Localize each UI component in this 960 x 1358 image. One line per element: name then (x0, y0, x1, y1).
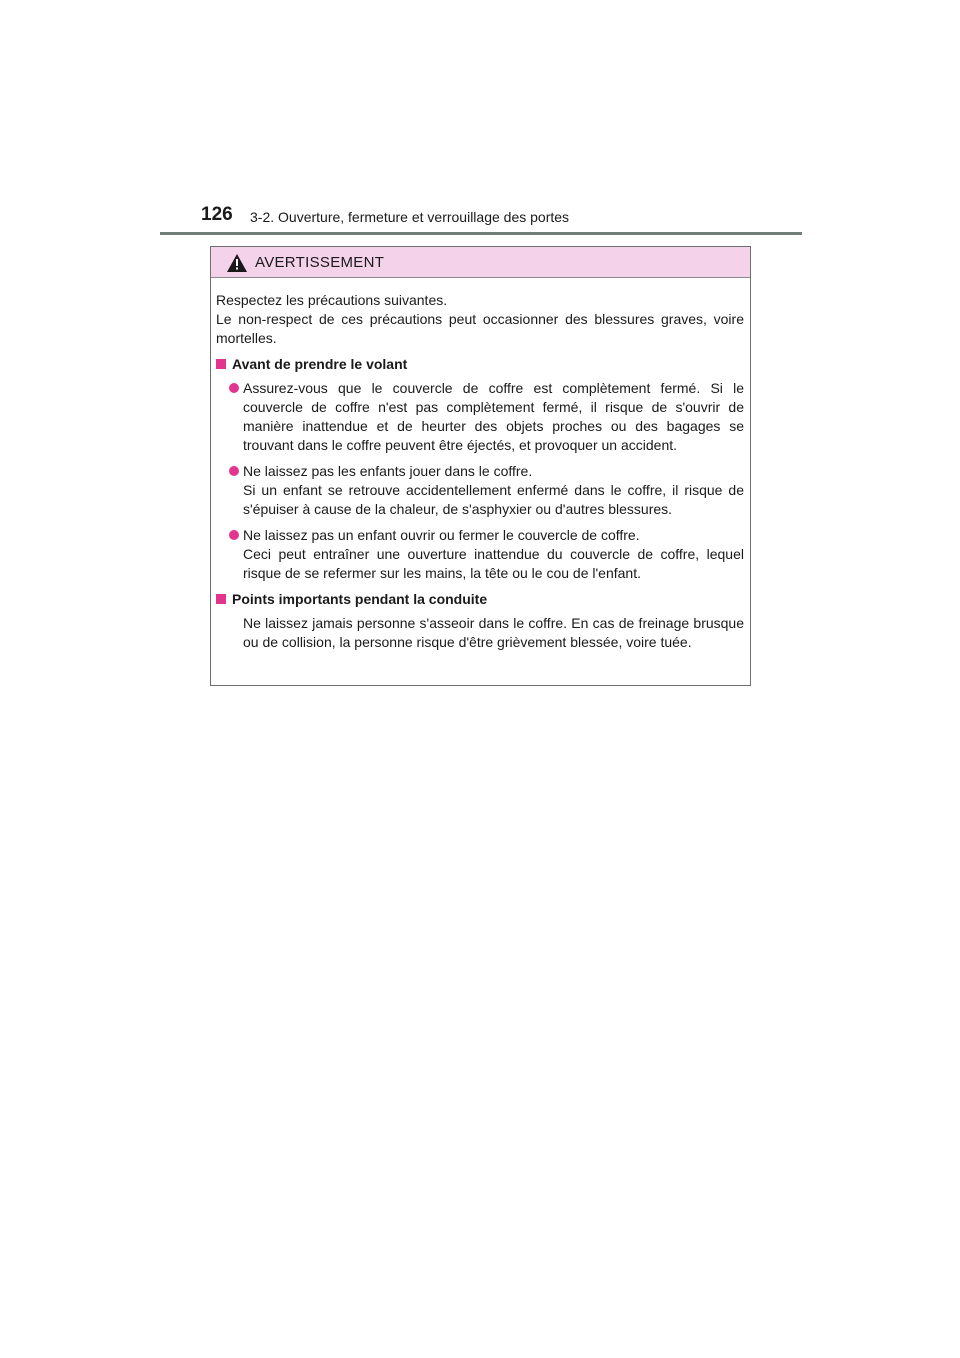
section-text: Ne laissez jamais personne s'asseoir dans le coffre. En cas de freinage brusque ou de collision, la personne risque d'être grièvement blessée, voire tuée. (243, 615, 744, 650)
warning-header (211, 247, 750, 278)
section-heading (216, 355, 744, 374)
section-heading-text: Avant de prendre le volant (232, 356, 408, 372)
list-item (216, 462, 744, 519)
bullet-text: Ne laissez pas un enfant ouvrir ou fermer le couvercle de coffre. (243, 527, 640, 543)
intro-line: Respectez les précautions suivantes. (216, 292, 448, 308)
warning-body (216, 291, 744, 652)
bullet-text: Ceci peut entraîner une ouverture inattendue du couvercle de coffre, lequel risque de se refermer sur les mains, la tête ou le cou de l'enfant. (243, 546, 744, 581)
header-rule (160, 232, 802, 235)
bullet-text: Si un enfant se retrouve accidentellement enfermé dans le coffre, il risque de s'épuiser à cause de la chaleur, de s'asphyxier ou d'autres blessures. (243, 482, 744, 517)
list-item (216, 526, 744, 583)
square-bullet-icon (216, 594, 226, 604)
circle-bullet-icon (229, 466, 239, 476)
page-header (160, 200, 802, 236)
circle-bullet-icon (229, 530, 239, 540)
section-heading (216, 590, 744, 609)
square-bullet-icon (216, 359, 226, 369)
warning-title: AVERTISSEMENT (255, 254, 385, 271)
bullet-text: Assurez-vous que le couvercle de coffre est complètement fermé. Si le couvercle de coffre n'est pas complètement fermé, il risque de s'ouvrir de manière inattendue et de heurter des objets proches ou des bagages se trouvant dans le coffre peuvent être éjectés, et provoquer un accident. (243, 380, 744, 453)
intro-line: Le non-respect de ces précautions peut occasionner des blessures graves, voire mortelles. (216, 311, 744, 346)
list-item (216, 379, 744, 455)
bullet-text: Ne laissez pas les enfants jouer dans le coffre. (243, 463, 533, 479)
page-number: 126 (201, 204, 233, 225)
section-heading-text: Points importants pendant la conduite (232, 591, 488, 607)
circle-bullet-icon (229, 383, 239, 393)
warning-triangle-icon (227, 254, 247, 272)
warning-box (210, 246, 751, 686)
chapter-title: 3-2. Ouverture, fermeture et verrouillage des portes (250, 209, 570, 225)
